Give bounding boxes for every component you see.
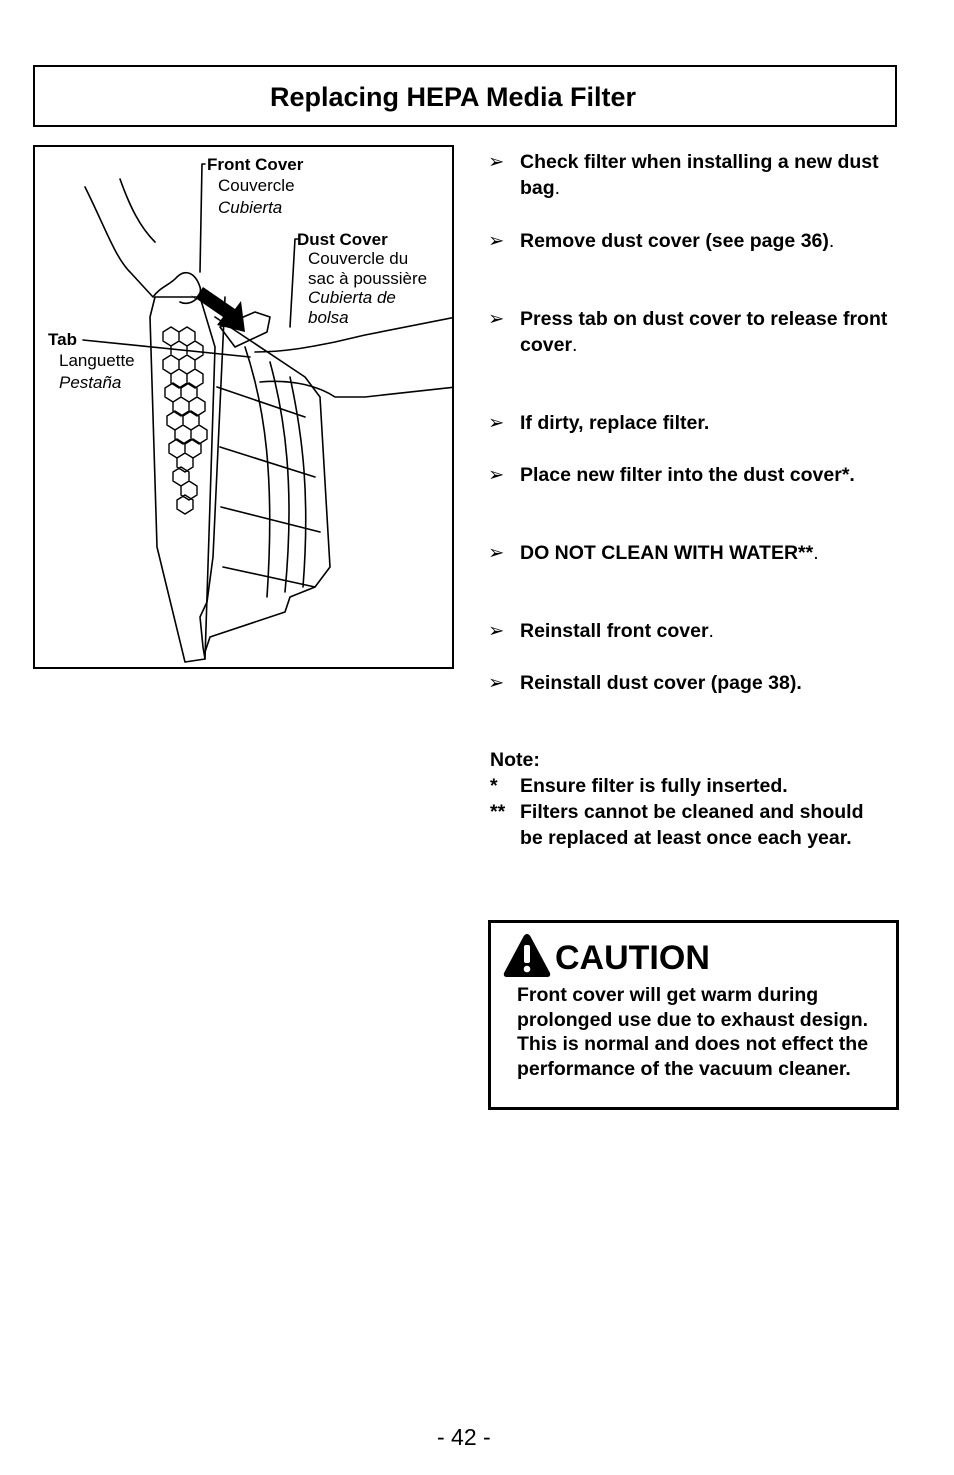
front-cover-label — [207, 155, 303, 175]
step-tail: . — [813, 542, 819, 564]
dust-cover-es1 — [308, 288, 396, 308]
step-text: Remove dust cover (see page 36) — [520, 230, 829, 252]
bullet-arrow-icon: ➢ — [488, 412, 505, 434]
step-text: Check filter when installing a new dust bag — [520, 151, 879, 199]
bullet-arrow-icon: ➢ — [488, 542, 505, 564]
step-tail: . — [572, 334, 578, 356]
note-mark: ** — [490, 801, 506, 823]
front-cover-fr: Couvercle — [218, 176, 295, 195]
page-title: Replacing HEPA Media Filter — [270, 82, 637, 112]
tab-es-text: Pestaña — [59, 373, 122, 392]
note-section — [490, 747, 890, 851]
tab-label — [48, 330, 77, 350]
bullet-arrow-icon: ➢ — [488, 230, 505, 252]
step-text: DO NOT CLEAN WITH WATER** — [520, 542, 814, 564]
dust-cover-es2 — [308, 308, 349, 328]
step-text: Reinstall dust cover (page 38). — [520, 672, 802, 694]
dust-cover-fr1: Couvercle du — [308, 249, 409, 268]
dust-cover-es1-text: Cubierta de — [308, 288, 396, 307]
arrow-icon — [191, 287, 245, 332]
bullet-arrow-icon: ➢ — [488, 620, 505, 642]
step-text: Press tab on dust cover to release front cover — [520, 308, 888, 356]
step-tail: . — [708, 620, 714, 642]
note-text: Filters cannot be cleaned and should be replaced at least once each year. — [520, 801, 864, 849]
filter-illustration — [33, 145, 454, 669]
front-cover-en: Front Cover — [207, 155, 304, 174]
caution-title: CAUTION — [555, 939, 710, 977]
bullet-arrow-icon: ➢ — [488, 151, 505, 173]
tab-fr: Languette — [59, 351, 135, 370]
step-text: Reinstall front cover — [520, 620, 709, 642]
note-item-1 — [490, 773, 890, 799]
title-box — [33, 65, 897, 127]
step-text: Place new filter into the dust cover*. — [520, 464, 855, 486]
bullet-arrow-icon: ➢ — [488, 464, 505, 486]
filter-diagram — [35, 147, 454, 669]
note-item-2 — [490, 799, 890, 851]
dust-cover-es2-text: bolsa — [308, 308, 349, 327]
hand-icon — [85, 179, 200, 303]
bullet-arrow-icon: ➢ — [488, 672, 505, 694]
front-cover-es — [218, 198, 282, 218]
tab-en: Tab — [48, 330, 77, 349]
step-tail: . — [828, 230, 835, 252]
tab-es — [59, 373, 121, 393]
page-number: - 42 - — [437, 1424, 491, 1450]
dust-cover-en: Dust Cover — [297, 230, 388, 249]
dust-cover-label — [297, 230, 388, 250]
note-mark: * — [490, 775, 498, 797]
caution-text: Front cover will get warm during prolonged use due to exhaust design. This is normal and does not effect the performance of the vacuum cleaner. — [517, 984, 869, 1080]
dust-cover-fr2: sac à poussière — [308, 269, 428, 288]
caution-box — [488, 920, 899, 1110]
step-text: If dirty, replace filter. — [520, 412, 710, 434]
bullet-arrow-icon: ➢ — [488, 308, 505, 330]
note-text: Ensure filter is fully inserted. — [520, 775, 788, 797]
warning-icon — [501, 931, 553, 981]
note-heading: Note: — [490, 749, 540, 771]
step-tail: . — [554, 177, 561, 199]
front-cover-es-text: Cubierta — [218, 198, 283, 217]
